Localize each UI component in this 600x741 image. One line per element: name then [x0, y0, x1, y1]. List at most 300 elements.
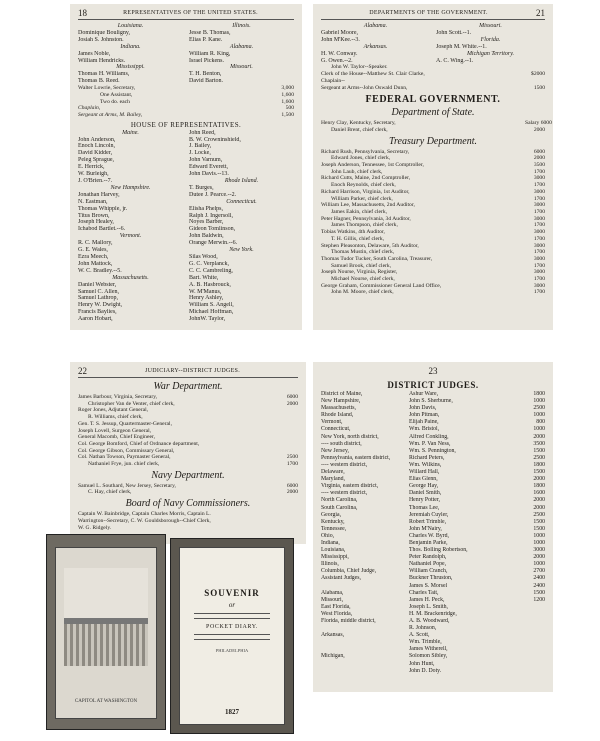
member-name: B. W. Crowninshield,: [189, 136, 241, 143]
district-name: Vermont,: [321, 419, 343, 426]
judge-name: R. Johnson,: [409, 625, 437, 632]
member-name: W. Burleigh,: [78, 171, 109, 178]
page-number: 23: [428, 366, 438, 376]
judge-row: [321, 398, 545, 405]
member-name: J. O'Brien.--7.: [78, 178, 113, 185]
judge-name: Ashur Ware,: [409, 391, 439, 397]
official-name: Sergeant at Arms--John Oswald Dunn,: [321, 84, 408, 91]
judge-name: Nathaniel Pope,: [409, 561, 447, 568]
official-name: Richard Rush, Pennsylvania, Secretary,: [321, 148, 410, 155]
page-header: [321, 8, 545, 20]
official-row: [78, 454, 298, 461]
state-subheading: Connecticut.: [226, 198, 257, 205]
salary-value: 2000: [533, 126, 545, 133]
official-row: [321, 196, 545, 203]
judge-row: [321, 526, 545, 533]
official-name: Joseph Nourse, Virginia, Register,: [321, 269, 398, 276]
official-name: Peter Hagner, Pennsylvania, 3d Auditor,: [321, 215, 411, 222]
salary-value: 1000: [533, 426, 545, 433]
district-name: New Jersey,: [321, 447, 349, 454]
district-name: [321, 668, 409, 675]
member-name: N. Eastman,: [78, 198, 108, 205]
judge-row: [321, 476, 545, 483]
member-name: G. Owen.--2.: [321, 57, 353, 64]
salary-value: [278, 428, 298, 435]
official-name: William Lee, Massachusetts, 2nd Auditor,: [321, 202, 415, 209]
salary-value: 1,500: [281, 111, 294, 118]
official-name: Enoch Reynolds, chief clerk,: [331, 182, 396, 189]
district-name: [321, 646, 409, 653]
district-name: Illinois,: [321, 561, 339, 568]
state-subheading: Illinois.: [232, 23, 251, 29]
district-name: Arkansas,: [321, 632, 345, 639]
official-row: [321, 269, 545, 276]
member-name: Israel Pickens.: [189, 57, 224, 64]
district-name: Florida, middle district,: [321, 618, 376, 624]
member-name: T. Burges,: [189, 184, 214, 191]
salary-value: 3000: [533, 547, 545, 554]
salary-value: 1700: [286, 461, 298, 468]
cover-subtitle: POCKET DIARY.: [206, 624, 258, 630]
navy-dept-heading: Navy Department.: [151, 469, 225, 481]
official-name: James Thompson, chief clerk,: [331, 222, 398, 229]
salary-value: 1000: [533, 561, 545, 568]
federal-heading: FEDERAL GOVERNMENT.: [365, 94, 501, 106]
judge-row: [321, 547, 545, 554]
official-row: [321, 169, 545, 176]
official-name: Gen. T. S. Jessup, Quartermaster-General,: [78, 420, 172, 427]
judge-name: James H. Peck,: [409, 596, 445, 603]
official-name: Daniel Brent, chief clerk,: [331, 126, 388, 133]
page-header: [321, 366, 545, 377]
salary-value: 1500: [533, 469, 545, 476]
member-name: R. C. Mallory,: [78, 240, 113, 247]
salary-value: 1000: [533, 539, 545, 546]
member-name: David Barton.: [189, 78, 223, 85]
official-row: [78, 441, 298, 448]
ornament-rule: [194, 613, 270, 619]
member-name: James Noble,: [78, 50, 111, 57]
page-18: [70, 4, 302, 330]
official-name: Captain W. Bainbridge, Captain Charles Morris, Captain L.: [78, 511, 211, 518]
house-columns: [321, 23, 545, 64]
salary-value: 1800: [533, 391, 545, 397]
district-name: ---- western district,: [321, 461, 368, 468]
official-row: [321, 71, 545, 78]
salary-value: [278, 525, 298, 532]
district-name: Kentucky,: [321, 518, 345, 525]
salary-value: 3000: [533, 188, 545, 195]
official-row: [321, 189, 545, 196]
salary-value: 2500: [533, 405, 545, 412]
district-name: ---- western district,: [321, 490, 368, 497]
official-name: Samuel L. Southard, New Jersey, Secretary,: [78, 482, 176, 489]
judge-name: Wm. Trimble,: [409, 639, 442, 646]
salary-value: [523, 611, 545, 618]
member-name: Noyes Barber,: [189, 219, 224, 226]
judge-name: A. Scott,: [409, 632, 430, 639]
war-dept-list: [78, 394, 298, 468]
judge-name: Alfred Conkling,: [409, 433, 449, 440]
official-row: [78, 85, 294, 92]
official-name: Joseph Lovell, Surgeon General,: [78, 427, 152, 434]
member-name: Thomas Whipple, jr.: [78, 205, 128, 212]
book-frontispiece: [46, 534, 166, 730]
salary-value: 3000: [533, 202, 545, 209]
official-row: [78, 407, 298, 414]
member-name: John Davis.--13.: [189, 171, 229, 178]
judge-name: Elijah Paine,: [409, 419, 439, 426]
official-name: Henry Clay, Kentucky, Secretary,: [321, 120, 396, 127]
official-name: John W. Taylor--Speaker.: [331, 64, 388, 71]
judge-row: [321, 448, 545, 455]
district-name: Missouri,: [321, 596, 344, 603]
member-name: David Kidder,: [78, 150, 113, 157]
district-name: New York, north district,: [321, 433, 379, 440]
official-row: [78, 428, 298, 435]
member-name: G. E. Wales,: [78, 247, 108, 254]
official-name: W. G. Ridgely.: [78, 524, 112, 531]
official-row: [78, 525, 298, 532]
cover-title: SOUVENIR: [204, 588, 260, 598]
official-name: John M. Moore, chief clerk,: [331, 289, 394, 296]
official-row: [321, 236, 545, 243]
judge-row: [321, 583, 545, 590]
running-head: DEPARTMENTS OF THE GOVERNMENT.: [369, 10, 488, 16]
district-name: North Carolina,: [321, 497, 358, 504]
state-subheading: Missouri.: [230, 64, 253, 71]
salary-value: 3000: [533, 175, 545, 182]
official-row: [78, 92, 294, 99]
senate-officers: [78, 85, 294, 119]
salary-value: 2000: [533, 476, 545, 483]
official-name: Walter Lowrie, Secretary,: [78, 85, 136, 92]
district-name: Tennessee,: [321, 525, 347, 532]
district-name: Alabama,: [321, 589, 344, 596]
judge-name: Richard Peters,: [409, 454, 445, 461]
salary-value: 2000: [533, 554, 545, 561]
official-row: [321, 249, 545, 256]
judge-row: [321, 405, 545, 412]
district-name: Rhode Island,: [321, 412, 354, 419]
official-row: [78, 461, 298, 468]
official-row: [78, 401, 298, 408]
judge-name: Henry Potter,: [409, 497, 440, 504]
judge-name: Jeremiah Cuyler,: [409, 511, 449, 518]
state-dept-heading: Department of State.: [391, 107, 475, 119]
member-name: Enoch Lincoln,: [78, 143, 115, 150]
official-name: Christopher Van de Venter, chief clerk,: [88, 400, 175, 407]
judge-row: [321, 462, 545, 469]
salary-value: [523, 639, 545, 646]
salary-value: 1000: [533, 398, 545, 405]
judge-name: Thomas Lee,: [409, 504, 440, 511]
state-subheading: Mississippi.: [116, 64, 145, 71]
official-row: [321, 155, 545, 162]
member-name: Samuel C. Allen,: [78, 288, 119, 295]
salary-value: 1500: [533, 447, 545, 454]
official-name: Col. George Gibson, Commissary General,: [78, 447, 175, 454]
official-name: James Eakin, chief clerk,: [331, 208, 388, 215]
judge-row: [321, 611, 545, 618]
member-name: Titus Brown,: [78, 212, 110, 219]
salary-value: 3,000: [281, 85, 294, 92]
war-dept-heading: War Department.: [153, 381, 223, 392]
judge-name: James S. Morsel: [409, 582, 448, 589]
judge-name: George Hay,: [409, 483, 439, 490]
official-name: Col. George Bomford, Chief of Ordnance department,: [78, 440, 200, 447]
salary-value: 1700: [533, 276, 545, 283]
official-row: [78, 414, 298, 421]
salary-value: [278, 448, 298, 455]
judge-name: Wm. Wilkins,: [409, 461, 442, 468]
salary-value: 1700: [533, 208, 545, 215]
member-name: John Varnum,: [189, 157, 223, 164]
official-row: [321, 202, 545, 209]
salary-value: 2400: [533, 575, 545, 582]
navy-board-list: [78, 511, 298, 531]
member-name: H. W. Conway.: [321, 50, 358, 57]
cover-title-or: or: [228, 601, 236, 609]
judge-row: [321, 646, 545, 653]
page-header: [78, 366, 298, 378]
salary-value: 6000: [533, 148, 545, 155]
state-subheading: Florida.: [480, 36, 501, 43]
state-subheading: Michigan Territory.: [466, 50, 515, 57]
member-name: Jonathan Harvey,: [78, 191, 120, 198]
official-row: [78, 483, 298, 490]
state-subheading: Indiana.: [120, 43, 141, 50]
judge-row: [321, 575, 545, 582]
judge-name: William Cranch,: [409, 568, 448, 575]
official-row: [321, 289, 545, 296]
salary-value: [278, 421, 298, 428]
official-name: Richard Harrison, Virginia, 1st Auditor,: [321, 188, 410, 195]
judge-row: [321, 554, 545, 561]
member-name: John Anderson,: [78, 136, 116, 143]
senate-columns: [78, 23, 294, 85]
state-subheading: New Hampshire.: [110, 184, 151, 191]
state-dept-list: [321, 120, 552, 133]
salary-value: 1700: [533, 249, 545, 256]
official-row: [78, 105, 294, 112]
member-name: Orange Merwin.--6.: [189, 240, 238, 247]
judge-name: Elias Glenn,: [409, 476, 438, 483]
capitol-building-illustration: [64, 618, 148, 666]
salary-value: 3000: [533, 242, 545, 249]
state-subheading: Alabama.: [363, 23, 388, 29]
district-name: Michigan,: [321, 653, 345, 660]
running-head: REPRESENTATIVES OF THE UNITED STATES.: [123, 10, 258, 16]
member-name: JohnW. Taylor,: [189, 316, 226, 323]
member-name: Elisha Phelps,: [189, 205, 223, 212]
judge-name: Robert Trimble,: [409, 518, 447, 525]
official-row: [78, 99, 294, 106]
judge-name: John Davis,: [409, 405, 437, 412]
salary-value: 1700: [533, 182, 545, 189]
member-name: Edward Everett,: [189, 164, 228, 171]
member-name: G. C. Verplanck,: [189, 260, 230, 267]
member-name: John M'Kee.--3.: [321, 36, 360, 43]
member-name: E. Herrick,: [78, 164, 105, 171]
official-name: John Laub, chief clerk,: [331, 168, 383, 175]
judge-row: [321, 561, 545, 568]
member-name: A. B. Hasbrouck,: [189, 281, 231, 288]
official-name: C. Hay, chief clerk,: [88, 489, 132, 496]
salary-value: 2500: [533, 511, 545, 518]
house-left-column: [78, 130, 183, 323]
judge-row: [321, 505, 545, 512]
member-name: Dominique Bouligny,: [78, 29, 130, 36]
judge-name: Charles Tait,: [409, 589, 439, 596]
judge-name: A. B. Woodward,: [409, 618, 450, 624]
cover-imprint: PHILADELPHIA: [215, 648, 249, 653]
district-name: District of Maine,: [321, 391, 363, 397]
salary-value: 1500: [533, 84, 545, 91]
page-number: 21: [535, 8, 545, 18]
member-name: John Reed,: [189, 129, 216, 136]
judge-name: John D. Doty.: [409, 667, 442, 674]
salary-value: [278, 511, 298, 518]
official-row: [78, 394, 298, 401]
judge-row: [321, 426, 545, 433]
salary-value: 6000: [286, 482, 298, 489]
capitol-engraving: [55, 547, 157, 719]
member-name: J. Bailey,: [189, 143, 212, 150]
member-name: Dutee J. Pearce.--2.: [189, 191, 237, 198]
member-name: William S. Angell,: [189, 302, 234, 309]
salary-value: 3000: [533, 255, 545, 262]
judge-row: [321, 519, 545, 526]
judge-name: Thos. Bolling Robertson,: [409, 547, 468, 554]
state-subheading: Arkansas.: [363, 43, 388, 50]
official-name: Joseph Anderson, Tennessee, 1st Comptroller,: [321, 162, 424, 169]
state-subheading: Alabama.: [229, 43, 254, 50]
member-name: W. C. Bradley.--5.: [78, 267, 122, 274]
official-row: [321, 149, 545, 156]
district-name: Assistant Judges,: [321, 575, 361, 582]
running-head: JUDICIARY--DISTRICT JUDGES.: [145, 368, 240, 374]
salary-value: 3500: [533, 440, 545, 447]
page-22: [70, 362, 306, 544]
judge-name: Peter Randolph,: [409, 554, 447, 561]
official-row: [78, 434, 298, 441]
official-name: Chaplain--: [321, 77, 345, 84]
official-row: [321, 229, 545, 236]
district-name: Mississippi,: [321, 554, 349, 561]
navy-board-heading: Board of Navy Commissioners.: [125, 498, 251, 510]
member-name: Daniel Webster,: [78, 281, 117, 288]
district-name: ---- south district,: [321, 440, 362, 447]
salary-value: $2000: [531, 71, 545, 78]
district-name: [321, 583, 409, 590]
official-row: [321, 85, 545, 92]
judge-row: [321, 391, 545, 398]
official-row: [78, 112, 294, 119]
judge-row: [321, 639, 545, 646]
page-21: [313, 4, 553, 330]
district-name: East Florida,: [321, 603, 351, 610]
salary-value: 2700: [533, 568, 545, 575]
page-header: [78, 8, 294, 20]
salary-value: [523, 653, 545, 660]
member-name: John Mattock,: [78, 260, 113, 267]
official-row: [321, 263, 545, 270]
salary-value: Salary 6000: [525, 120, 552, 127]
judge-row: [321, 618, 545, 625]
official-name: William Parker, chief clerk,: [331, 195, 393, 202]
salary-value: [278, 441, 298, 448]
official-row: [321, 78, 545, 85]
salary-value: 1700: [533, 222, 545, 229]
engraving-caption: CAPITOL AT WASHINGTON: [74, 699, 138, 704]
official-name: Nathaniel Frye, jun. chief clerk,: [88, 461, 160, 468]
member-name: Bart. White,: [189, 274, 219, 281]
official-row: [321, 120, 552, 127]
official-name: One Assistant,: [100, 91, 133, 98]
official-row: [78, 421, 298, 428]
official-row: [78, 511, 298, 518]
judge-row: [321, 497, 545, 504]
official-name: Two do. each: [100, 98, 130, 105]
judge-name: John M'Nairy,: [409, 525, 442, 532]
member-name: Ralph J. Ingersoll,: [189, 212, 233, 219]
district-name: Maryland,: [321, 476, 345, 483]
salary-value: 2000: [533, 497, 545, 504]
judge-name: John Pitman,: [409, 412, 440, 419]
judge-row: [321, 661, 545, 668]
district-name: Pennsylvania, eastern district,: [321, 454, 391, 461]
official-name: Tobias Watkins, 4th Auditor,: [321, 229, 385, 236]
salary-value: 1700: [533, 289, 545, 296]
official-name: Chaplain,: [78, 105, 101, 112]
member-name: W. M'Manus,: [189, 288, 222, 295]
judge-name: Solomon Sibley,: [409, 653, 448, 660]
salary-value: 1500: [533, 525, 545, 532]
judge-name: Wm. P. Van Ness,: [409, 440, 451, 447]
salary-value: 1500: [533, 589, 545, 596]
member-name: John Baldwin,: [189, 233, 224, 240]
salary-value: 1200: [533, 596, 545, 603]
district-name: Connecticut,: [321, 426, 351, 433]
judge-row: [321, 625, 545, 632]
official-row: [321, 256, 545, 263]
official-name: Samuel Brook, chief clerk,: [331, 262, 392, 269]
salary-value: 2000: [533, 504, 545, 511]
member-name: Josiah S. Johnston.: [78, 36, 124, 43]
official-row: [321, 64, 545, 71]
official-name: T. H. Gillis, chief clerk,: [331, 235, 385, 242]
member-name: Ichabod Bartlet.--6.: [78, 226, 126, 233]
judge-row: [321, 540, 545, 547]
page-number: 18: [78, 8, 87, 18]
salary-value: 3000: [533, 269, 545, 276]
judge-row: [321, 533, 545, 540]
member-name: Ezra Meech,: [78, 253, 109, 260]
salary-value: 800: [536, 419, 545, 426]
district-name: Virginia, eastern district,: [321, 483, 379, 490]
salary-value: 6000: [286, 394, 298, 400]
salary-value: [523, 632, 545, 639]
judge-name: Daniel Smith,: [409, 490, 442, 497]
judge-row: [321, 419, 545, 426]
district-name: Ohio,: [321, 532, 335, 539]
book-title-page: [170, 538, 294, 734]
official-row: [321, 209, 545, 216]
official-name: Clerk of the House--Matthew St. Clair Clarke,: [321, 71, 425, 78]
judge-name: John Hunt,: [409, 660, 435, 667]
official-name: Edward Jones, chief clerk,: [331, 155, 391, 162]
